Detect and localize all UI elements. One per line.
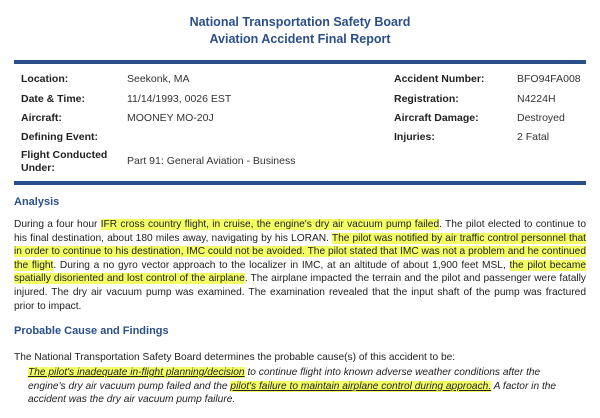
defining-event-label: Defining Event: — [21, 131, 99, 143]
accident-number-value: BFO94FA008 — [517, 73, 581, 85]
analysis-paragraph — [14, 218, 586, 313]
cause-highlight-2: pilot's failure to maintain airplane control during approach. — [230, 380, 492, 392]
analysis-text-2: . The pilot elected to continue to his final destination, about 180 miles away, navigating by his LORAN. — [14, 219, 586, 244]
cause-text-1: to continue flight into known adverse weather conditions after the engine's dry air vacuum pump failed and the — [28, 367, 541, 392]
probable-cause-intro: The National Transportation Safety Board determines the probable cause(s) of this accident to be: — [14, 352, 456, 363]
analysis-text-3: . During a no gyro vector approach to the localizer in IMC, at an altitude of about 1,900 feet MSL, — [53, 259, 510, 271]
probable-cause-title: Probable Cause and Findings — [14, 325, 169, 337]
org-title: National Transportation Safety Board — [189, 15, 411, 29]
flight-conducted-label-line2: Under: — [21, 162, 55, 174]
location-label: Location: — [21, 73, 69, 85]
analysis-highlight-1: IFR cross country flight, in cruise, the engine's dry air vacuum pump failed — [100, 219, 440, 230]
aircraft-damage-value: Destroyed — [517, 112, 565, 124]
aircraft-value: MOONEY MO-20J — [127, 112, 214, 124]
injuries-value: 2 Fatal — [517, 131, 550, 143]
analysis-text-1: During a four hour — [14, 219, 101, 230]
report-type-title: Aviation Accident Final Report — [209, 32, 391, 46]
analysis-highlight-3: the pilot became spatially disoriented and lost control of the airplane — [14, 259, 586, 285]
aircraft-damage-label: Aircraft Damage: — [394, 112, 479, 124]
analysis-title: Analysis — [14, 196, 60, 208]
analysis-highlight-2: The pilot was notified by air traffic control personnel that in order to continue to his destination, IMC could not be avoided. The pilot stated that IMC was not a problem and he continued the flight — [14, 232, 586, 271]
analysis-text-4: . The airplane impacted the terrain and the pilot and passenger were fatally injured. The dry air vacuum pump was examined. The examination revealed that the input shaft of the pump was fractured prior to impact. — [14, 273, 586, 312]
datetime-label: Date & Time: — [21, 93, 85, 105]
location-value: Seekonk, MA — [127, 73, 190, 85]
header-divider — [14, 60, 586, 64]
flight-conducted-label-line1: Flight Conducted — [21, 149, 108, 161]
accident-number-label: Accident Number: — [394, 73, 485, 85]
registration-label: Registration: — [394, 93, 459, 105]
cause-text-2: A factor in the accident was the dry air vacuum pump failure. — [28, 380, 557, 406]
flight-conducted-label — [21, 149, 107, 175]
info-divider — [14, 181, 586, 185]
report-header — [0, 14, 600, 48]
datetime-value: 11/14/1993, 0026 EST — [127, 93, 232, 105]
probable-cause-statement — [28, 366, 568, 407]
injuries-label: Injuries: — [394, 131, 435, 143]
aircraft-label: Aircraft: — [21, 112, 62, 124]
flight-conducted-value: Part 91: General Aviation - Business — [127, 155, 296, 167]
registration-value: N4224H — [517, 93, 556, 105]
cause-highlight-1: The pilot's inadequate in-flight planning/decision — [28, 367, 245, 378]
